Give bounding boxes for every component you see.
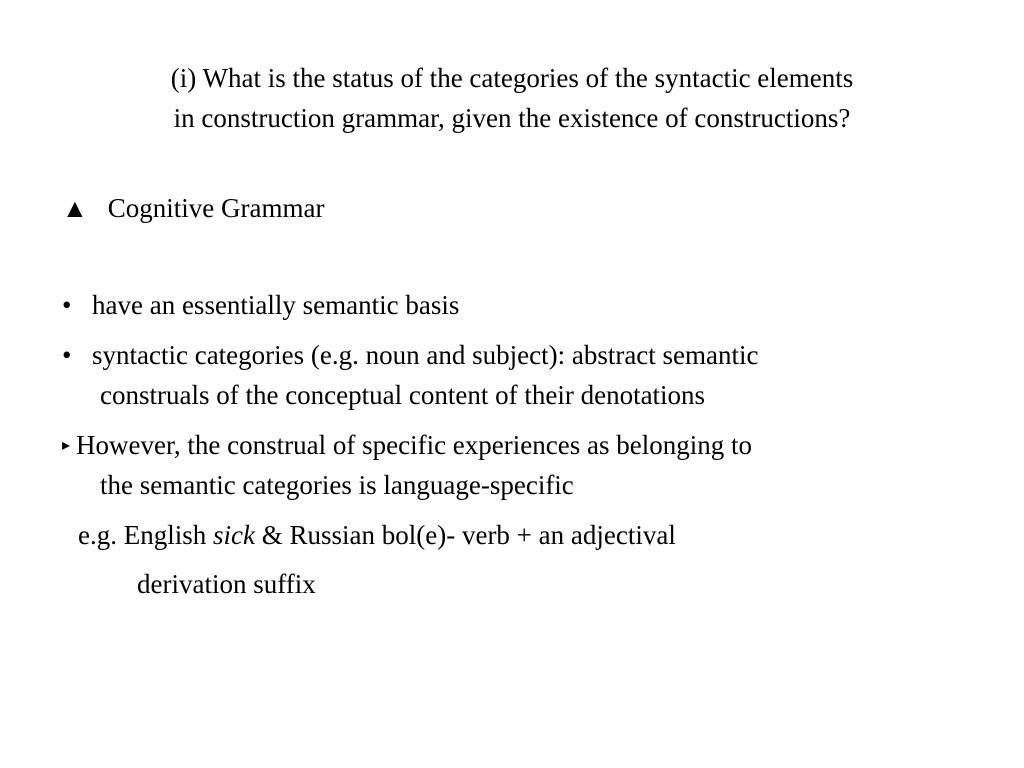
bullet-dot-icon: • xyxy=(62,290,72,320)
bullet-item xyxy=(62,335,759,375)
slide-title xyxy=(40,58,984,138)
heading-text: Cognitive Grammar xyxy=(107,193,325,223)
example-continuation: derivation suffix xyxy=(137,569,316,599)
bullet-continuation: construals of the conceptual content of their denotations xyxy=(100,380,706,410)
arrow-point-continuation: the semantic categories is language-specific xyxy=(100,470,574,500)
bullet-dot-icon: • xyxy=(62,340,72,370)
example-italic-word: sick xyxy=(213,520,255,550)
example-rest: & Russian bol(e)- verb + an adjectival xyxy=(254,520,676,550)
arrow-bullet-icon: ▸ xyxy=(62,437,71,454)
title-line-1: (i) What is the status of the categories of the syntactic elements xyxy=(170,63,854,93)
title-line-2: in construction grammar, given the existence of constructions? xyxy=(173,103,851,133)
arrow-point-text: However, the construal of specific experiences as belonging to xyxy=(76,430,752,460)
arrow-point xyxy=(62,425,752,466)
example-line xyxy=(78,515,676,555)
bullet-item xyxy=(62,285,459,325)
section-heading xyxy=(62,188,324,229)
triangle-icon: ▲ xyxy=(62,194,88,223)
example-prefix: e.g. English xyxy=(78,520,213,550)
bullet-text: have an essentially semantic basis xyxy=(92,290,460,320)
bullet-text: syntactic categories (e.g. noun and subject): abstract semantic xyxy=(92,340,759,370)
